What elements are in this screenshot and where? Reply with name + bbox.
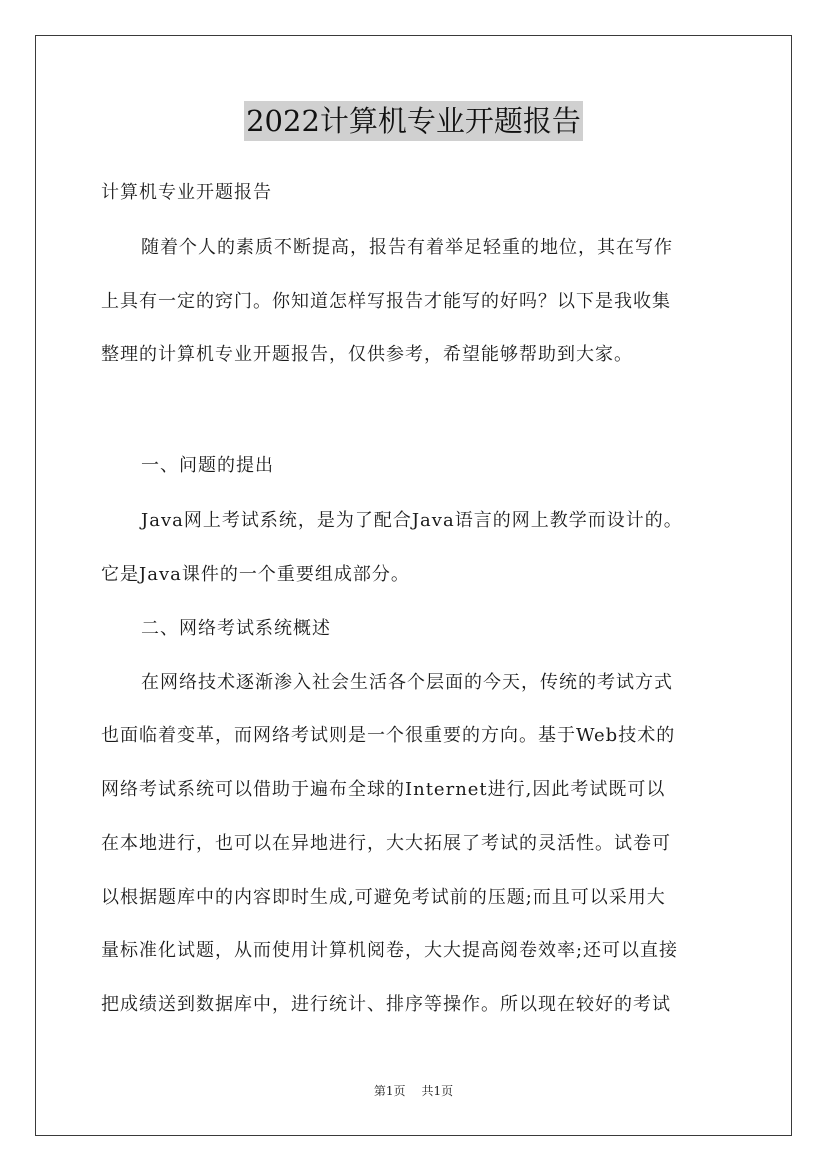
paragraph-line: Java网上考试系统，是为了配合Java语言的网上教学而设计的。 [141,510,683,531]
paragraph-line: 网络考试系统可以借助于遍布全球的Internet进行,因此考试既可以 [101,779,666,800]
paragraph-line: 在本地进行，也可以在异地进行，大大拓展了考试的灵活性。试卷可 [101,833,671,854]
paragraph-line: 以根据题库中的内容即时生成,可避免考试前的压题;而且可以采用大 [101,887,666,908]
paragraph-line: 它是Java课件的一个重要组成部分。 [101,564,410,585]
document-subtitle: 计算机专业开题报告 [101,182,272,203]
section-heading-2: 二、网络考试系统概述 [141,618,331,639]
document-title: 2022计算机专业开题报告 [244,101,583,141]
section-heading-1: 一、问题的提出 [141,455,274,476]
paragraph-line: 上具有一定的窍门。你知道怎样写报告才能写的好吗？以下是我收集 [101,291,671,312]
paragraph-line: 随着个人的素质不断提高，报告有着举足轻重的地位，其在写作 [141,237,673,258]
page-footer [0,1083,827,1099]
paragraph-line: 量标准化试题，从而使用计算机阅卷，大大提高阅卷效率;还可以直接 [101,940,679,961]
paragraph-line: 也面临着变革，而网络考试则是一个很重要的方向。基于Web技术的 [101,725,676,746]
title-container [0,101,827,141]
page-number: 第1页 [373,1084,406,1098]
paragraph-line: 在网络技术逐渐渗入社会生活各个层面的今天，传统的考试方式 [141,672,673,693]
paragraph-line: 把成绩送到数据库中，进行统计、排序等操作。所以现在较好的考试 [101,994,671,1015]
paragraph-line: 整理的计算机专业开题报告，仅供参考，希望能够帮助到大家。 [101,344,633,365]
page-total: 共1页 [421,1084,454,1098]
